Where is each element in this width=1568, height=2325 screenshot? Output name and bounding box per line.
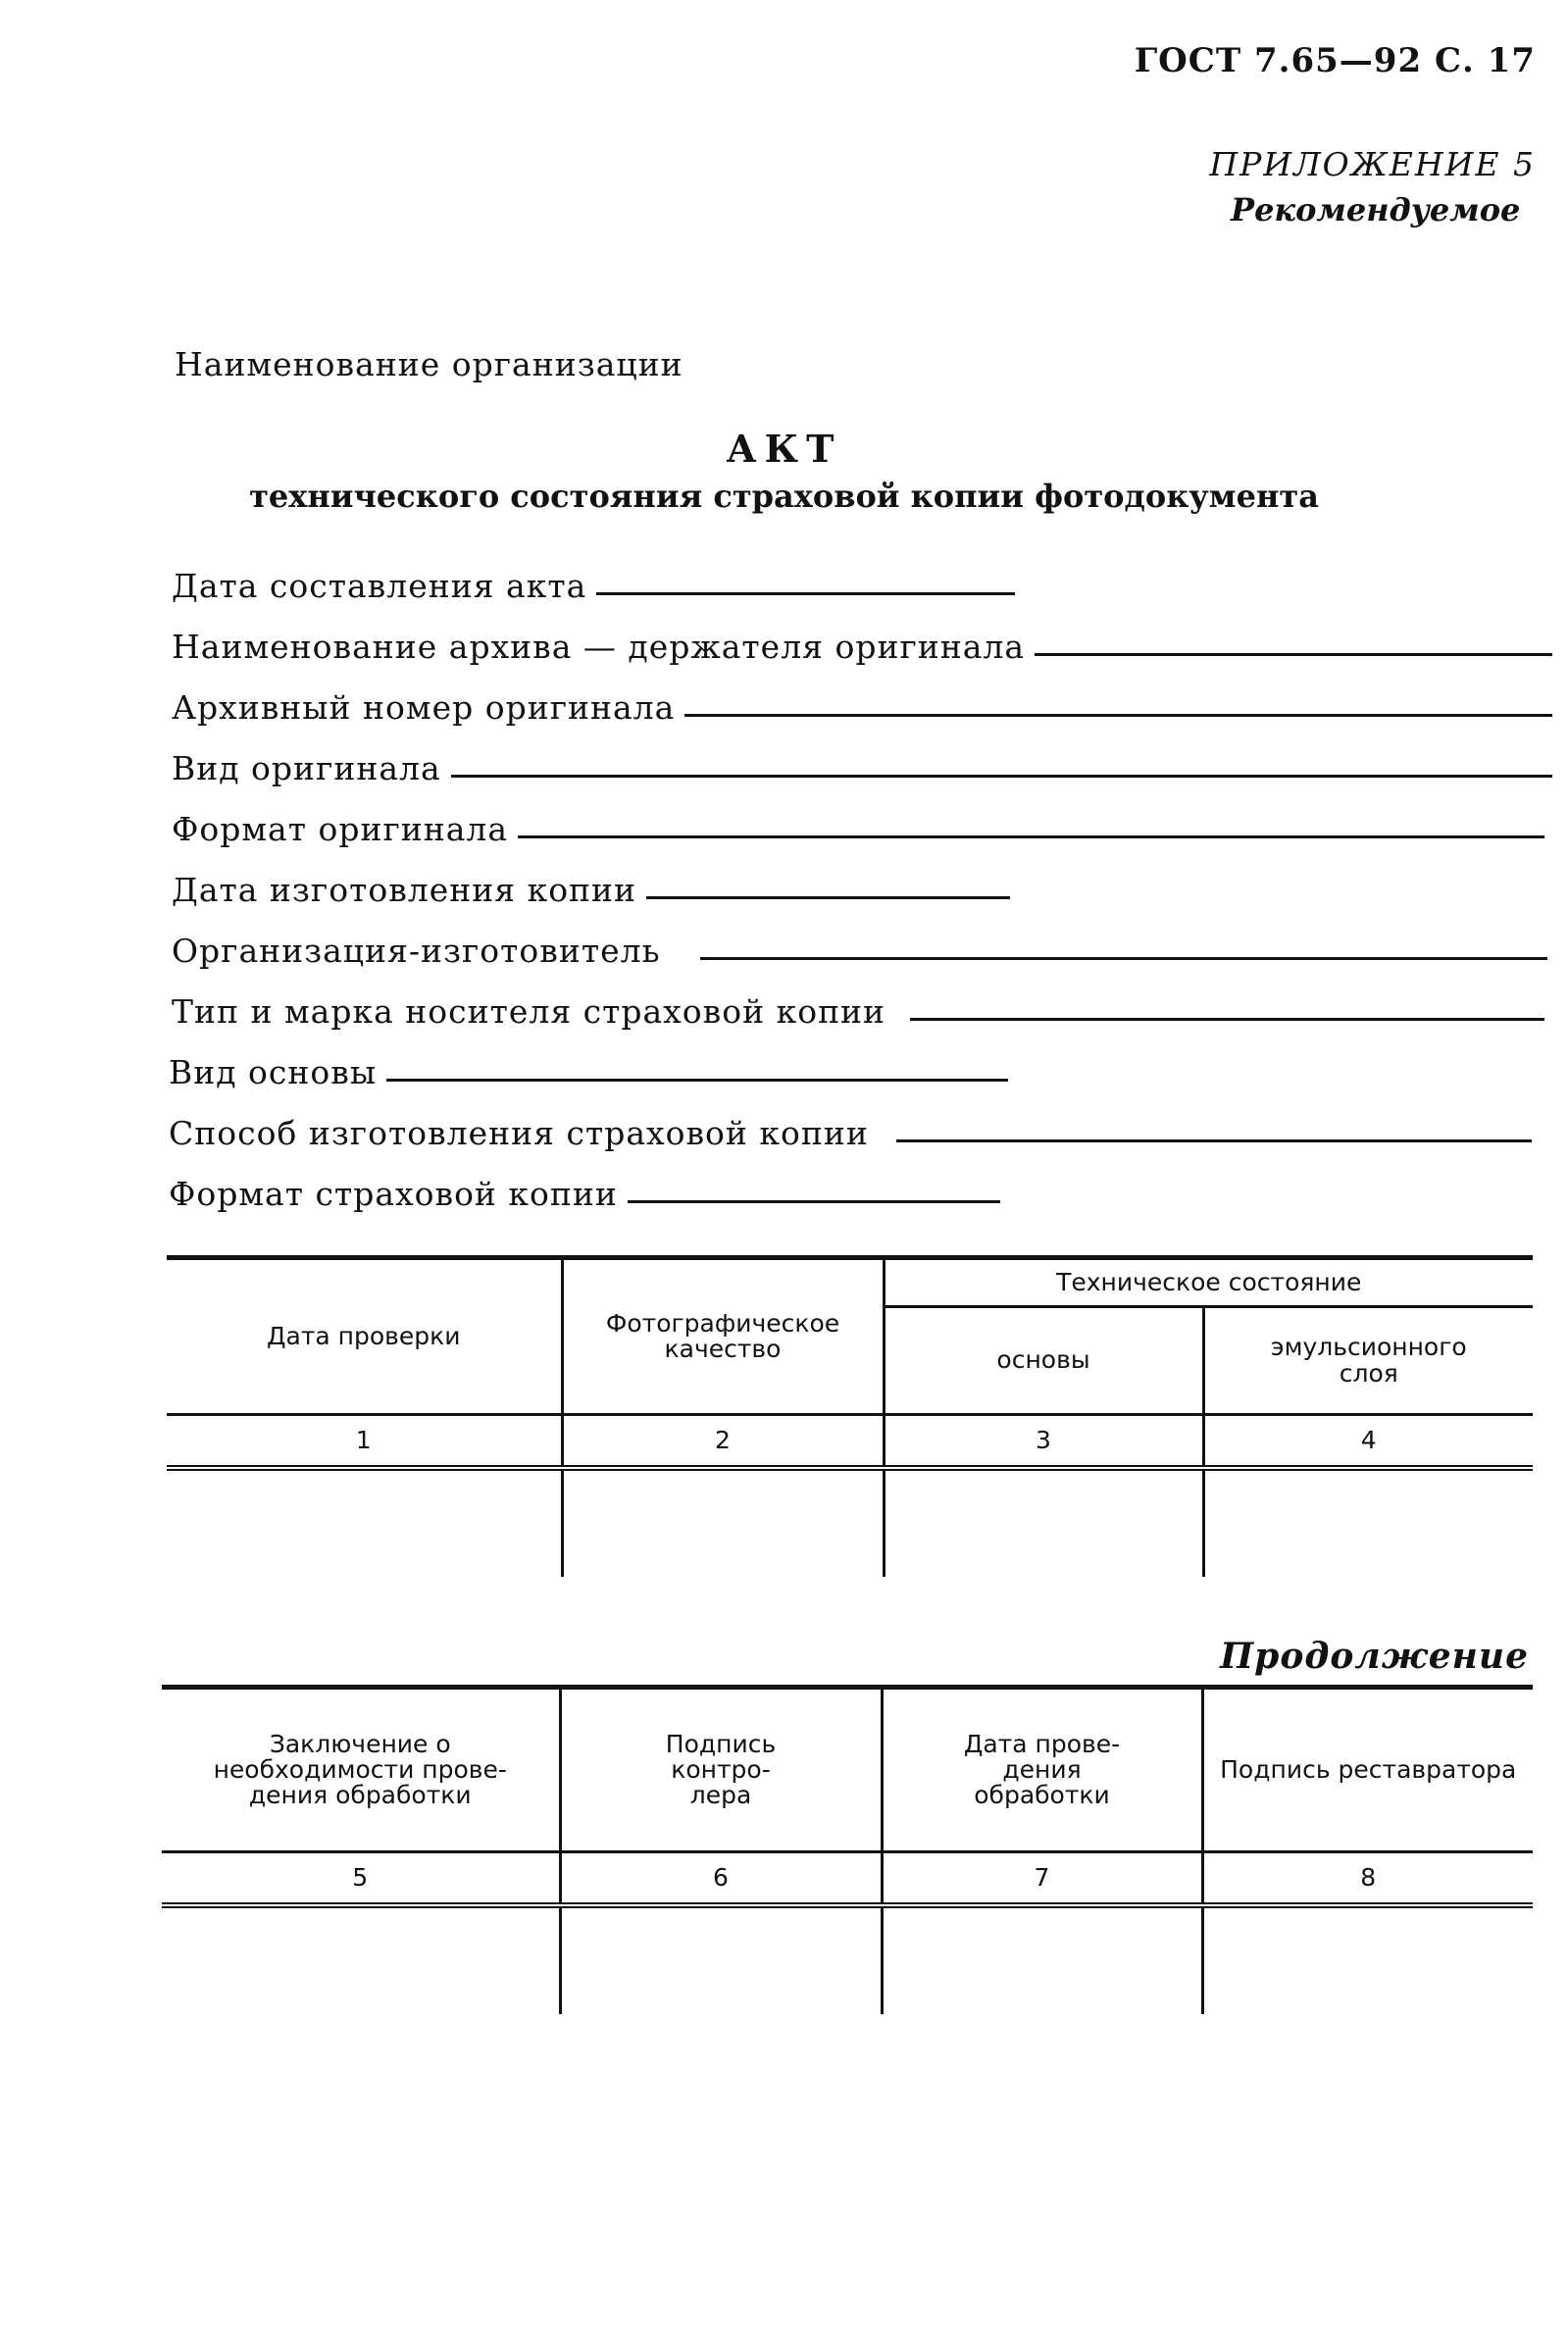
fill-line[interactable] [451, 775, 1552, 778]
table-cell[interactable] [562, 1468, 884, 1577]
field-label: Дата изготовления копии [172, 871, 637, 909]
field-label: Вид основы [169, 1053, 378, 1091]
field-label: Дата составления акта [172, 567, 587, 605]
field-base-type[interactable] [169, 1053, 1008, 1091]
fill-line[interactable] [596, 592, 1015, 595]
field-manufacturer[interactable] [172, 932, 1547, 970]
fill-line[interactable] [646, 896, 1010, 899]
header-restorer-signature: Подпись реставратора [1202, 1688, 1533, 1852]
col-number: 3 [884, 1415, 1203, 1469]
field-label: Формат оригинала [172, 810, 509, 848]
field-archive-name[interactable] [172, 628, 1552, 666]
act-subtitle: технического состояния страховой копии фотодокумента [249, 478, 1319, 515]
field-label: Формат страховой копии [169, 1175, 618, 1213]
field-label: Тип и марка носителя страховой копии [172, 992, 886, 1031]
col-number: 5 [162, 1852, 560, 1906]
table-cell[interactable] [882, 1905, 1202, 2014]
field-act-date[interactable] [172, 567, 1015, 605]
col-number: 7 [882, 1852, 1202, 1906]
appendix-status: Рекомендуемое [1231, 191, 1521, 228]
col-number: 6 [560, 1852, 882, 1906]
table-cell[interactable] [560, 1905, 882, 2014]
act-title: АКТ [726, 427, 842, 471]
header-technical-state: Техническое состояние [884, 1258, 1533, 1307]
table-cell[interactable] [884, 1468, 1203, 1577]
field-label: Наименование архива — держателя оригинала [172, 628, 1026, 666]
field-original-type[interactable] [172, 749, 1552, 787]
col-number: 8 [1202, 1852, 1533, 1906]
field-media-type[interactable] [172, 992, 1544, 1031]
field-copy-format[interactable] [169, 1175, 1000, 1213]
header-check-date: Дата проверки [167, 1258, 562, 1415]
processing-table [162, 1685, 1533, 2014]
col-number: 2 [562, 1415, 884, 1469]
organization-label: Наименование организации [175, 345, 683, 383]
fill-line[interactable] [910, 1018, 1544, 1021]
appendix-title: ПРИЛОЖЕНИЕ 5 [1209, 145, 1536, 183]
field-label: Способ изготовления страховой копии [169, 1114, 869, 1152]
header-emulsion: эмульсионного слоя [1203, 1307, 1533, 1415]
table-cell[interactable] [1202, 1905, 1533, 2014]
fill-line[interactable] [700, 957, 1547, 960]
field-label: Архивный номер оригинала [172, 688, 676, 727]
col-number: 1 [167, 1415, 562, 1469]
col-number: 4 [1203, 1415, 1533, 1469]
header-conclusion: Заключение о необходимости прове-дения обработки [162, 1688, 560, 1852]
standard-reference: ГОСТ 7.65—92 С. 17 [1134, 41, 1536, 80]
table-cell[interactable] [162, 1905, 560, 2014]
field-label: Организация-изготовитель [172, 932, 661, 970]
table-cell[interactable] [1203, 1468, 1533, 1577]
fill-line[interactable] [628, 1200, 1000, 1203]
header-photo-quality: Фотографическое качество [562, 1258, 884, 1415]
fill-line[interactable] [896, 1139, 1532, 1142]
header-processing-date: Дата прове-дения обработки [882, 1688, 1202, 1852]
field-archive-number[interactable] [172, 688, 1552, 727]
fill-line[interactable] [1035, 653, 1552, 656]
fill-line[interactable] [386, 1079, 1008, 1082]
fill-line[interactable] [518, 835, 1544, 838]
field-copy-method[interactable] [169, 1114, 1532, 1152]
field-original-format[interactable] [172, 810, 1544, 848]
fill-line[interactable] [684, 714, 1552, 717]
header-controller-signature: Подпись контро-лера [560, 1688, 882, 1852]
inspection-table [167, 1255, 1533, 1577]
field-copy-date[interactable] [172, 871, 1010, 909]
table-cell[interactable] [167, 1468, 562, 1577]
continuation-label: Продолжение [1220, 1636, 1529, 1677]
field-label: Вид оригинала [172, 749, 441, 787]
header-base: основы [884, 1307, 1203, 1415]
